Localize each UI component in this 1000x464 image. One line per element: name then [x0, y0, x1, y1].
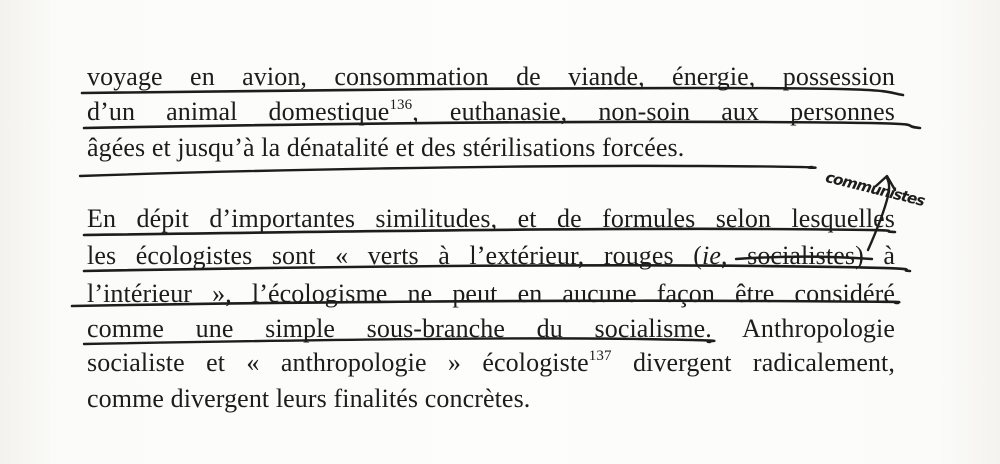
- line-text: socialiste et « anthropologie » écologiste: [87, 348, 589, 377]
- paragraph-2-line-6: comme divergent leurs finalités concrètes.: [87, 384, 531, 413]
- line-text: d’un animal domestique: [87, 97, 390, 126]
- paragraph-2-line-3: l’intérieur », l’écologisme ne peut en aucune façon être considéré: [87, 279, 895, 308]
- paragraph-1-line-1: voyage en avion, consommation de viande, énergie, possession: [87, 62, 895, 91]
- footnote-marker-137: 137: [588, 348, 612, 364]
- handwritten-margin-note: communistes: [823, 168, 927, 210]
- paragraph-2-line-5: [87, 348, 895, 378]
- line-text: les écologistes sont « verts à l’extérieur, rouges (: [87, 241, 703, 270]
- italic-abbreviation: ie: [702, 241, 721, 270]
- paragraph-2-line-1: En dépit d’importantes similitudes, et de formules selon lesquelles: [87, 204, 895, 233]
- footnote-marker-136: 136: [389, 97, 413, 113]
- paragraph-2-line-4: comme une simple sous-branche du socialisme. Anthropologie: [87, 314, 895, 343]
- paragraph-2-line-2: [87, 241, 895, 271]
- paragraph-1-line-2: [87, 97, 895, 127]
- line-text: , euthanasie, non-soin aux personnes: [412, 97, 895, 126]
- paragraph-1-line-3: âgées et jusqu’à la dénatalité et des stérilisations forcées.: [87, 133, 685, 162]
- line-text: divergent radicalement,: [611, 348, 895, 377]
- line-text: , socialistes) à: [721, 241, 895, 270]
